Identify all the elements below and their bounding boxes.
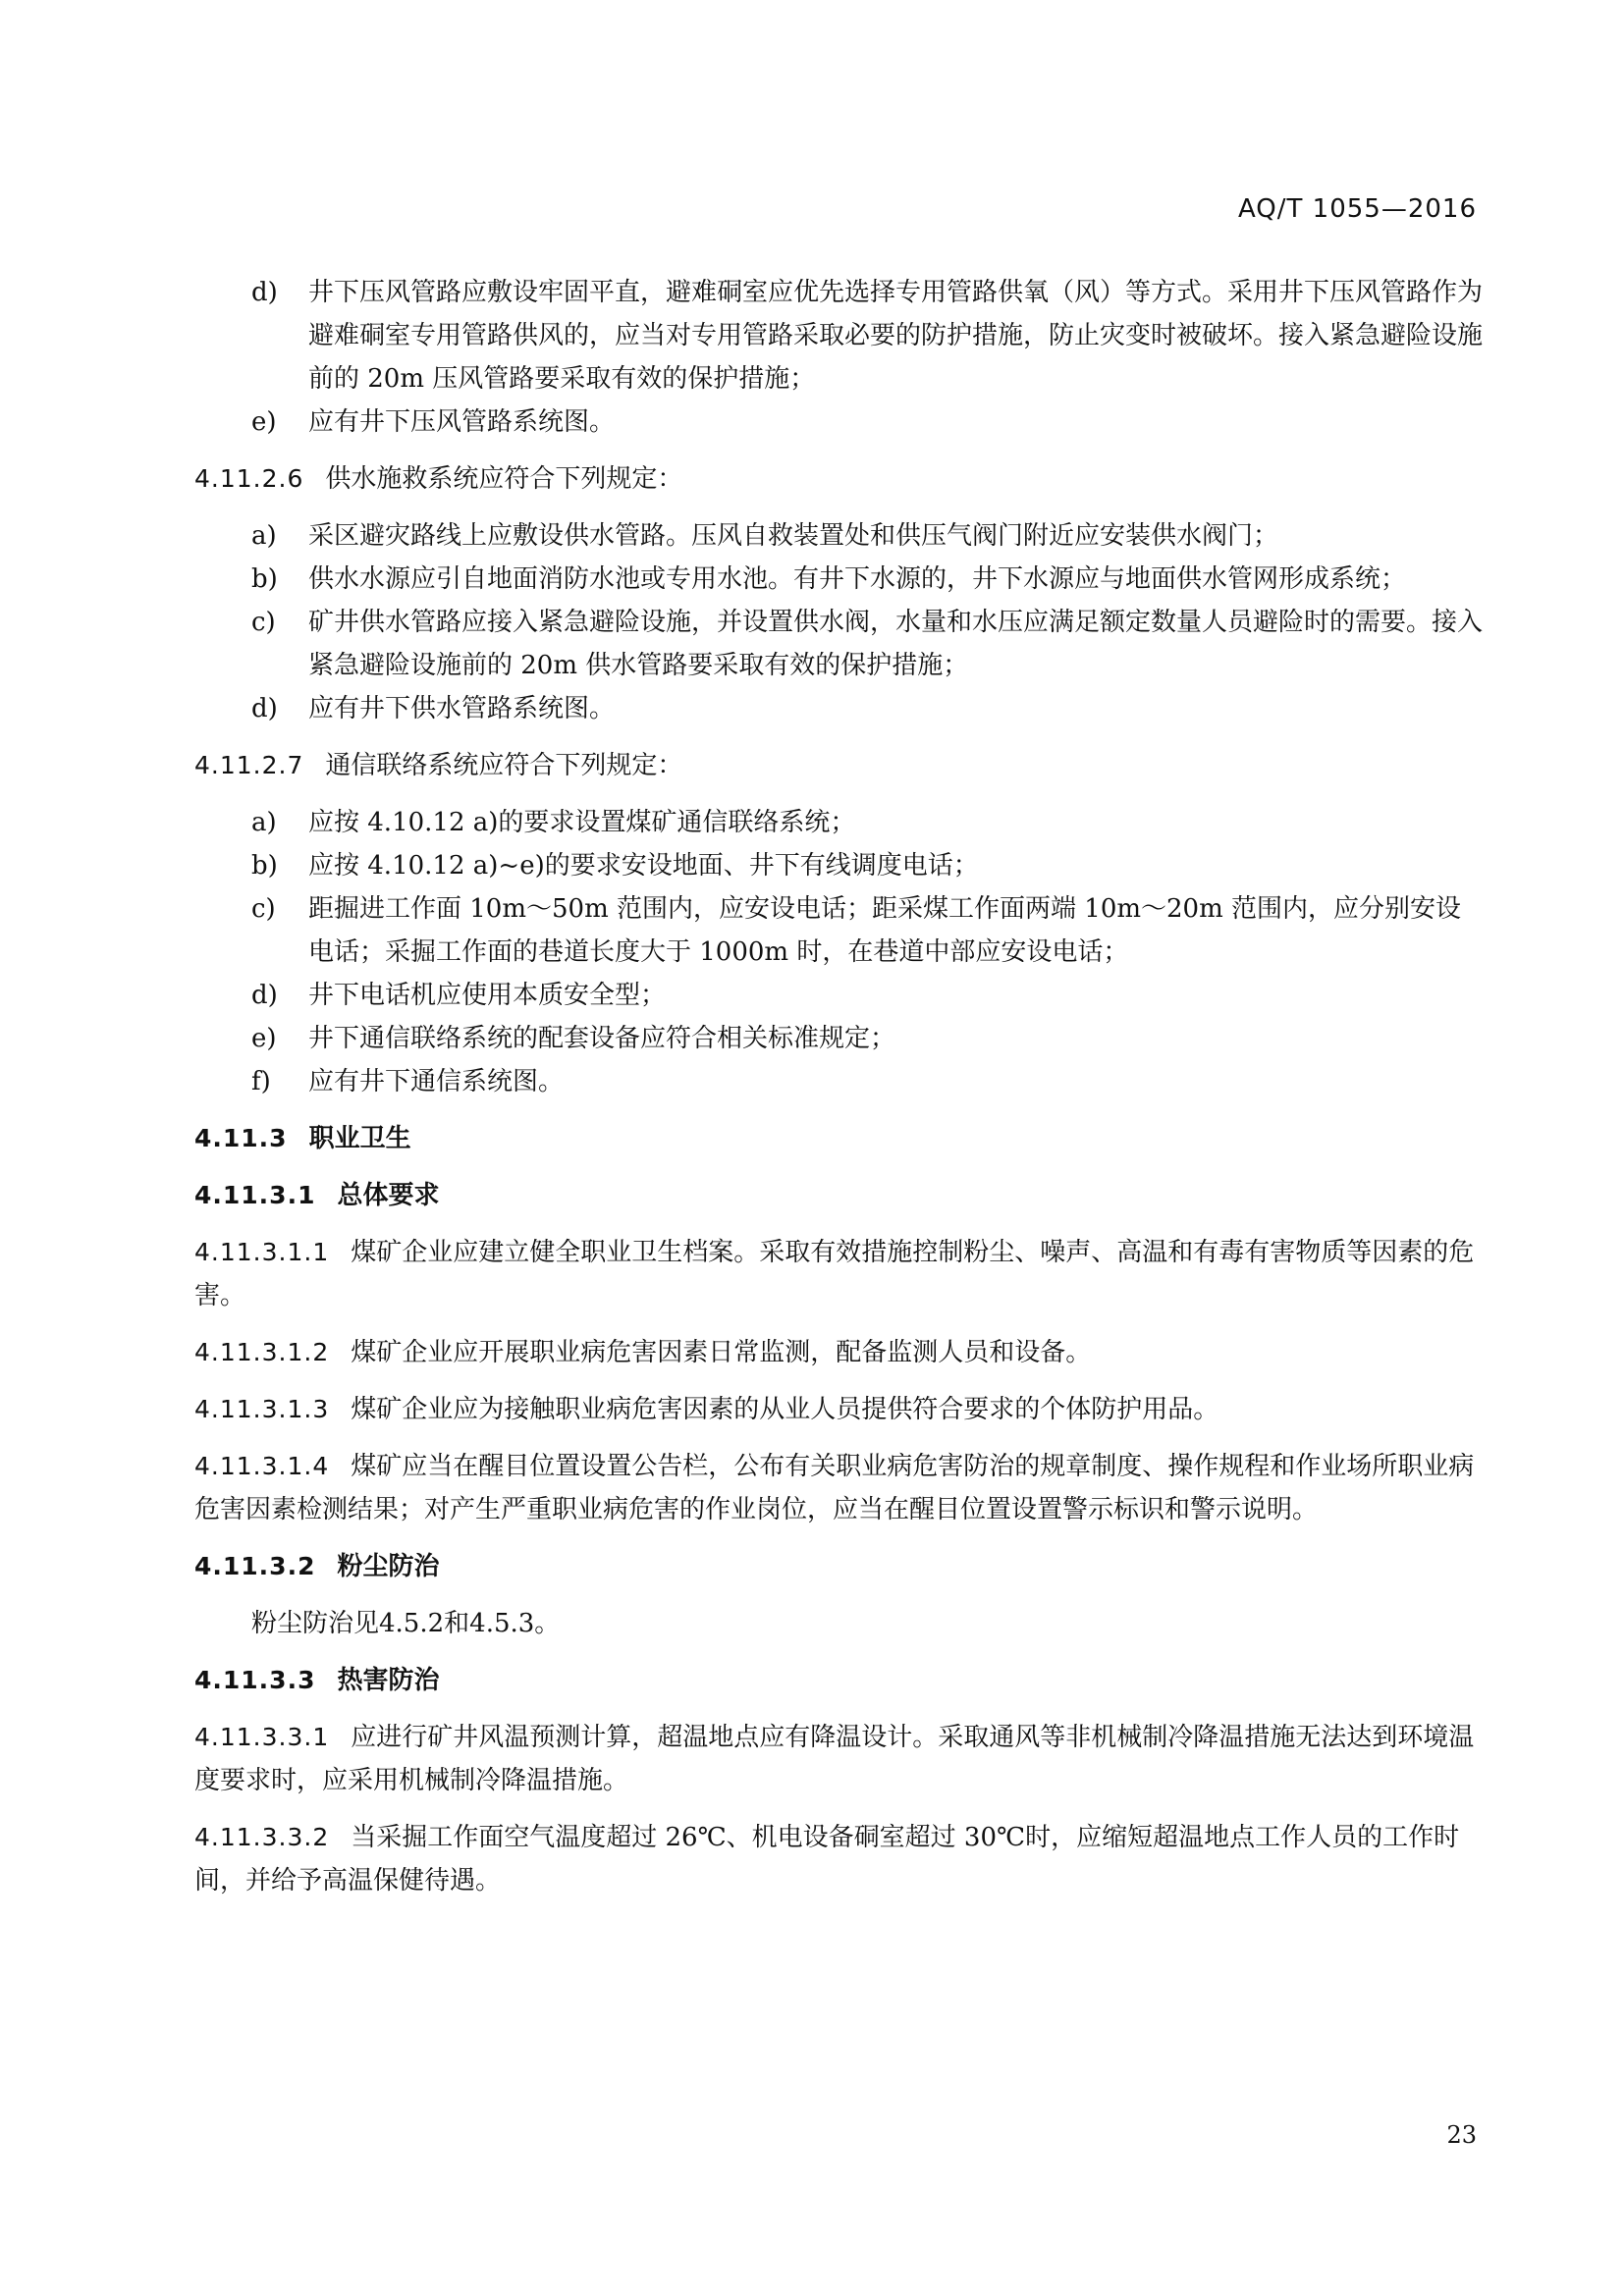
list-item — [194, 400, 1483, 444]
clause-number: 4.11.3.1.3 — [194, 1395, 330, 1423]
section-heading-4-11-3-1 — [194, 1174, 1483, 1217]
item-text: 距掘进工作面 10m～50m 范围内，应安设电话；距采煤工作面两端 10m～20m 范围内，应分别安设电话；采掘工作面的巷道长度大于 1000m 时，在巷道中部应安设电话； — [308, 894, 1462, 967]
item-label: d) — [251, 981, 278, 1010]
list-item — [194, 1017, 1483, 1060]
section-title: 粉尘防治 — [337, 1552, 440, 1581]
clause-number: 4.11.3.3.2 — [194, 1823, 330, 1851]
clause-4-11-3-1-4 — [194, 1445, 1483, 1531]
clause-number: 4.11.2.6 — [194, 464, 304, 493]
list-item — [194, 844, 1483, 887]
item-text: 应按 4.10.12 a)的要求设置煤矿通信联络系统； — [308, 808, 856, 837]
page-number: 23 — [1446, 2121, 1477, 2149]
list-item — [194, 687, 1483, 730]
clause-number: 4.11.3.3.1 — [194, 1723, 330, 1751]
clause-4-11-2-6 — [194, 457, 1483, 501]
list-item — [194, 801, 1483, 844]
item-label: d) — [251, 278, 278, 307]
item-text: 应有井下通信系统图。 — [308, 1067, 565, 1096]
clause-text: 应进行矿井风温预测计算，超温地点应有降温设计。采取通风等非机械制冷降温措施无法达到环境温度要求时，应采用机械制冷降温措施。 — [194, 1723, 1475, 1795]
list-item — [194, 601, 1483, 687]
clause-text: 当采掘工作面空气温度超过 26℃、机电设备硐室超过 30℃时，应缩短超温地点工作人员的工作时间，并给予高温保健待遇。 — [194, 1823, 1460, 1896]
water-supply-list — [194, 514, 1483, 730]
item-label: c) — [251, 608, 276, 637]
clause-4-11-3-1-1 — [194, 1231, 1483, 1317]
clause-4-11-3-1-2 — [194, 1331, 1483, 1374]
clause-number: 4.11.2.7 — [194, 751, 304, 779]
item-text: 供水水源应引自地面消防水池或专用水池。有井下水源的，井下水源应与地面供水管网形成系统； — [308, 564, 1407, 594]
section-title: 热害防治 — [337, 1666, 440, 1695]
clause-4-11-3-3-1 — [194, 1716, 1483, 1802]
item-text: 采区避灾路线上应敷设供水管路。压风自救装置处和供压气阀门附近应安装供水阀门； — [308, 521, 1279, 551]
item-text: 井下通信联络系统的配套设备应符合相关标准规定； — [308, 1024, 896, 1053]
clause-text: 供水施救系统应符合下列规定： — [325, 464, 683, 494]
list-item — [194, 887, 1483, 974]
item-label: e) — [251, 1024, 277, 1053]
section-number: 4.11.3.1 — [194, 1181, 316, 1209]
list-item — [194, 271, 1483, 400]
section-title: 职业卫生 — [308, 1124, 411, 1153]
dust-control-text: 粉尘防治见4.5.2和4.5.3。 — [251, 1609, 561, 1638]
standard-code-header: AQ/T 1055—2016 — [1237, 194, 1477, 224]
item-label: a) — [251, 808, 277, 837]
clause-number: 4.11.3.1.1 — [194, 1238, 330, 1266]
list-item — [194, 1060, 1483, 1103]
item-label: d) — [251, 694, 278, 723]
item-label: c) — [251, 894, 276, 924]
communication-list — [194, 801, 1483, 1103]
continued-list — [194, 271, 1483, 444]
clause-text: 通信联络系统应符合下列规定： — [325, 751, 683, 780]
clause-text: 煤矿应当在醒目位置设置公告栏，公布有关职业病危害防治的规章制度、操作规程和作业场所职业病危害因素检测结果；对产生严重职业病危害的作业岗位，应当在醒目位置设置警示标识和警示说明。 — [194, 1452, 1475, 1524]
item-label: e) — [251, 407, 277, 437]
clause-text: 煤矿企业应开展职业病危害因素日常监测，配备监测人员和设备。 — [351, 1338, 1092, 1367]
list-item — [194, 974, 1483, 1017]
section-number: 4.11.3 — [194, 1124, 288, 1152]
clause-text: 煤矿企业应为接触职业病危害因素的从业人员提供符合要求的个体防护用品。 — [351, 1395, 1219, 1424]
item-text: 应有井下供水管路系统图。 — [308, 694, 616, 723]
item-label: b) — [251, 851, 278, 881]
clause-number: 4.11.3.1.4 — [194, 1452, 330, 1480]
item-label: f) — [251, 1067, 271, 1096]
clause-4-11-3-3-2 — [194, 1816, 1483, 1902]
item-text: 井下电话机应使用本质安全型； — [308, 981, 667, 1010]
page-content — [194, 257, 1483, 1916]
clause-text: 煤矿企业应建立健全职业卫生档案。采取有效措施控制粉尘、噪声、高温和有毒有害物质等因素的危害。 — [194, 1238, 1475, 1310]
section-number: 4.11.3.3 — [194, 1666, 316, 1694]
section-title: 总体要求 — [337, 1181, 440, 1210]
section-number: 4.11.3.2 — [194, 1552, 316, 1580]
section-heading-4-11-3 — [194, 1117, 1483, 1160]
item-label: b) — [251, 564, 278, 594]
clause-number: 4.11.3.1.2 — [194, 1338, 330, 1366]
item-text: 应有井下压风管路系统图。 — [308, 407, 616, 437]
item-text: 矿井供水管路应接入紧急避险设施，并设置供水阀，水量和水压应满足额定数量人员避险时的需要。接入紧急避险设施前的 20m 供水管路要采取有效的保护措施； — [308, 608, 1484, 680]
section-heading-4-11-3-2 — [194, 1545, 1483, 1588]
clause-4-11-2-7 — [194, 744, 1483, 787]
section-heading-4-11-3-3 — [194, 1659, 1483, 1702]
clause-4-11-3-1-3 — [194, 1388, 1483, 1431]
list-item — [194, 514, 1483, 558]
item-text: 应按 4.10.12 a)~e)的要求安设地面、井下有线调度电话； — [308, 851, 979, 881]
item-text: 井下压风管路应敷设牢固平直，避难硐室应优先选择专用管路供氧（风）等方式。采用井下压风管路作为避难硐室专用管路供风的，应当对专用管路采取必要的防护措施，防止灾变时被破坏。接入紧急避险设施前的 20m 压风管路要采取有效的保护措施； — [308, 278, 1484, 394]
list-item — [194, 558, 1483, 601]
item-label: a) — [251, 521, 277, 551]
